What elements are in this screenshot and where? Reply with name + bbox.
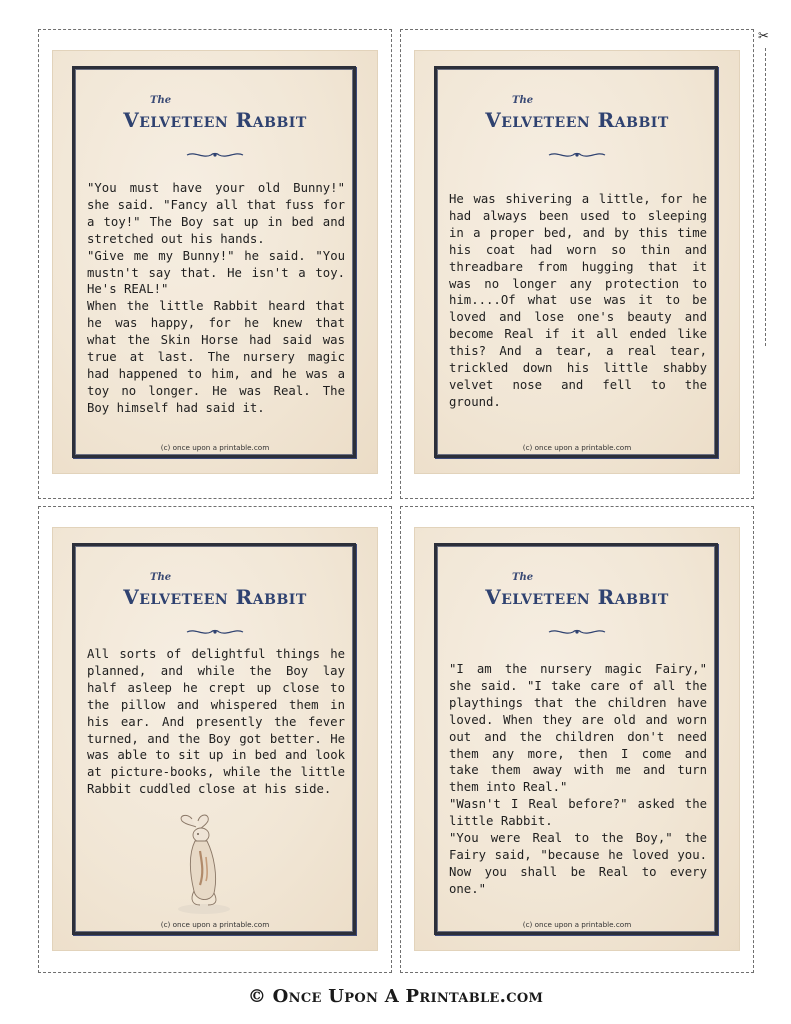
card-title: Velveteen Rabbit [123, 585, 307, 609]
card-title: Velveteen Rabbit [123, 108, 307, 132]
story-text: "You must have your old Bunny!" she said. "Fancy all that fuss for a toy!" The Boy sat up in bed and stretched out his hands. "Give me my Bunny!" he said. "You mustn't say that. He isn't a toy. He's REAL!" When the little Rabbit heard that he was happy, for he knew that what the Skin Horse had said was true at last. The nursery magic had happened to him, and he was a toy no longer. He was Real. The Boy himself had said it. [87, 181, 345, 415]
title-prefix: The [150, 572, 172, 583]
story-card-4 [414, 527, 740, 951]
title-prefix: The [512, 95, 534, 106]
story-card-1 [52, 50, 378, 474]
flourish-icon [547, 150, 607, 160]
story-text: All sorts of delightful things he planned, and while the Boy lay half asleep he crept up close to the pillow and whispered them in his ear. And presently the fever turned, and the Boy got better. He was able to sit up in bed and look at picture-books, while the little Rabbit cuddled close at his side. [87, 647, 345, 797]
cut-line [765, 48, 766, 346]
credit-text: (c) once upon a printable.com [160, 443, 270, 452]
credit-text: (c) once upon a printable.com [160, 920, 270, 929]
story-card-3 [52, 527, 378, 951]
story-text: He was shivering a little, for he had always been used to sleeping in a proper bed, and by this time his coat had worn so thin and threadbare from hugging that it was no longer any protection to him....Of what use was it to be loved and lose one's beauty and become Real if it all ended like this? And a tear, a real tear, trickled down his little shabby velvet nose and fell to the ground. [449, 192, 707, 409]
flourish-icon [185, 627, 245, 637]
credit-text: (c) once upon a printable.com [522, 443, 632, 452]
card-title: Velveteen Rabbit [485, 108, 669, 132]
site-footer: © Once Upon A Printable.com [247, 986, 544, 1007]
rabbit-illustration [170, 811, 240, 915]
credit-text: (c) once upon a printable.com [522, 920, 632, 929]
title-prefix: The [150, 95, 172, 106]
story-text: "I am the nursery magic Fairy," she said. "I take care of all the playthings that the children have loved. When they are old and worn out and the children don't need them any more, then I come and take them away with me and turn them into Real." "Wasn't I Real before?" asked the little Rabbit. "You were Real to the Boy," the Fairy said, "because he loved you. Now you shall be Real to every one." [449, 662, 707, 896]
card-title: Velveteen Rabbit [485, 585, 669, 609]
title-prefix: The [512, 572, 534, 583]
scissors-icon: ✂ [758, 28, 769, 43]
story-card-2 [414, 50, 740, 474]
flourish-icon [185, 150, 245, 160]
flourish-icon [547, 627, 607, 637]
